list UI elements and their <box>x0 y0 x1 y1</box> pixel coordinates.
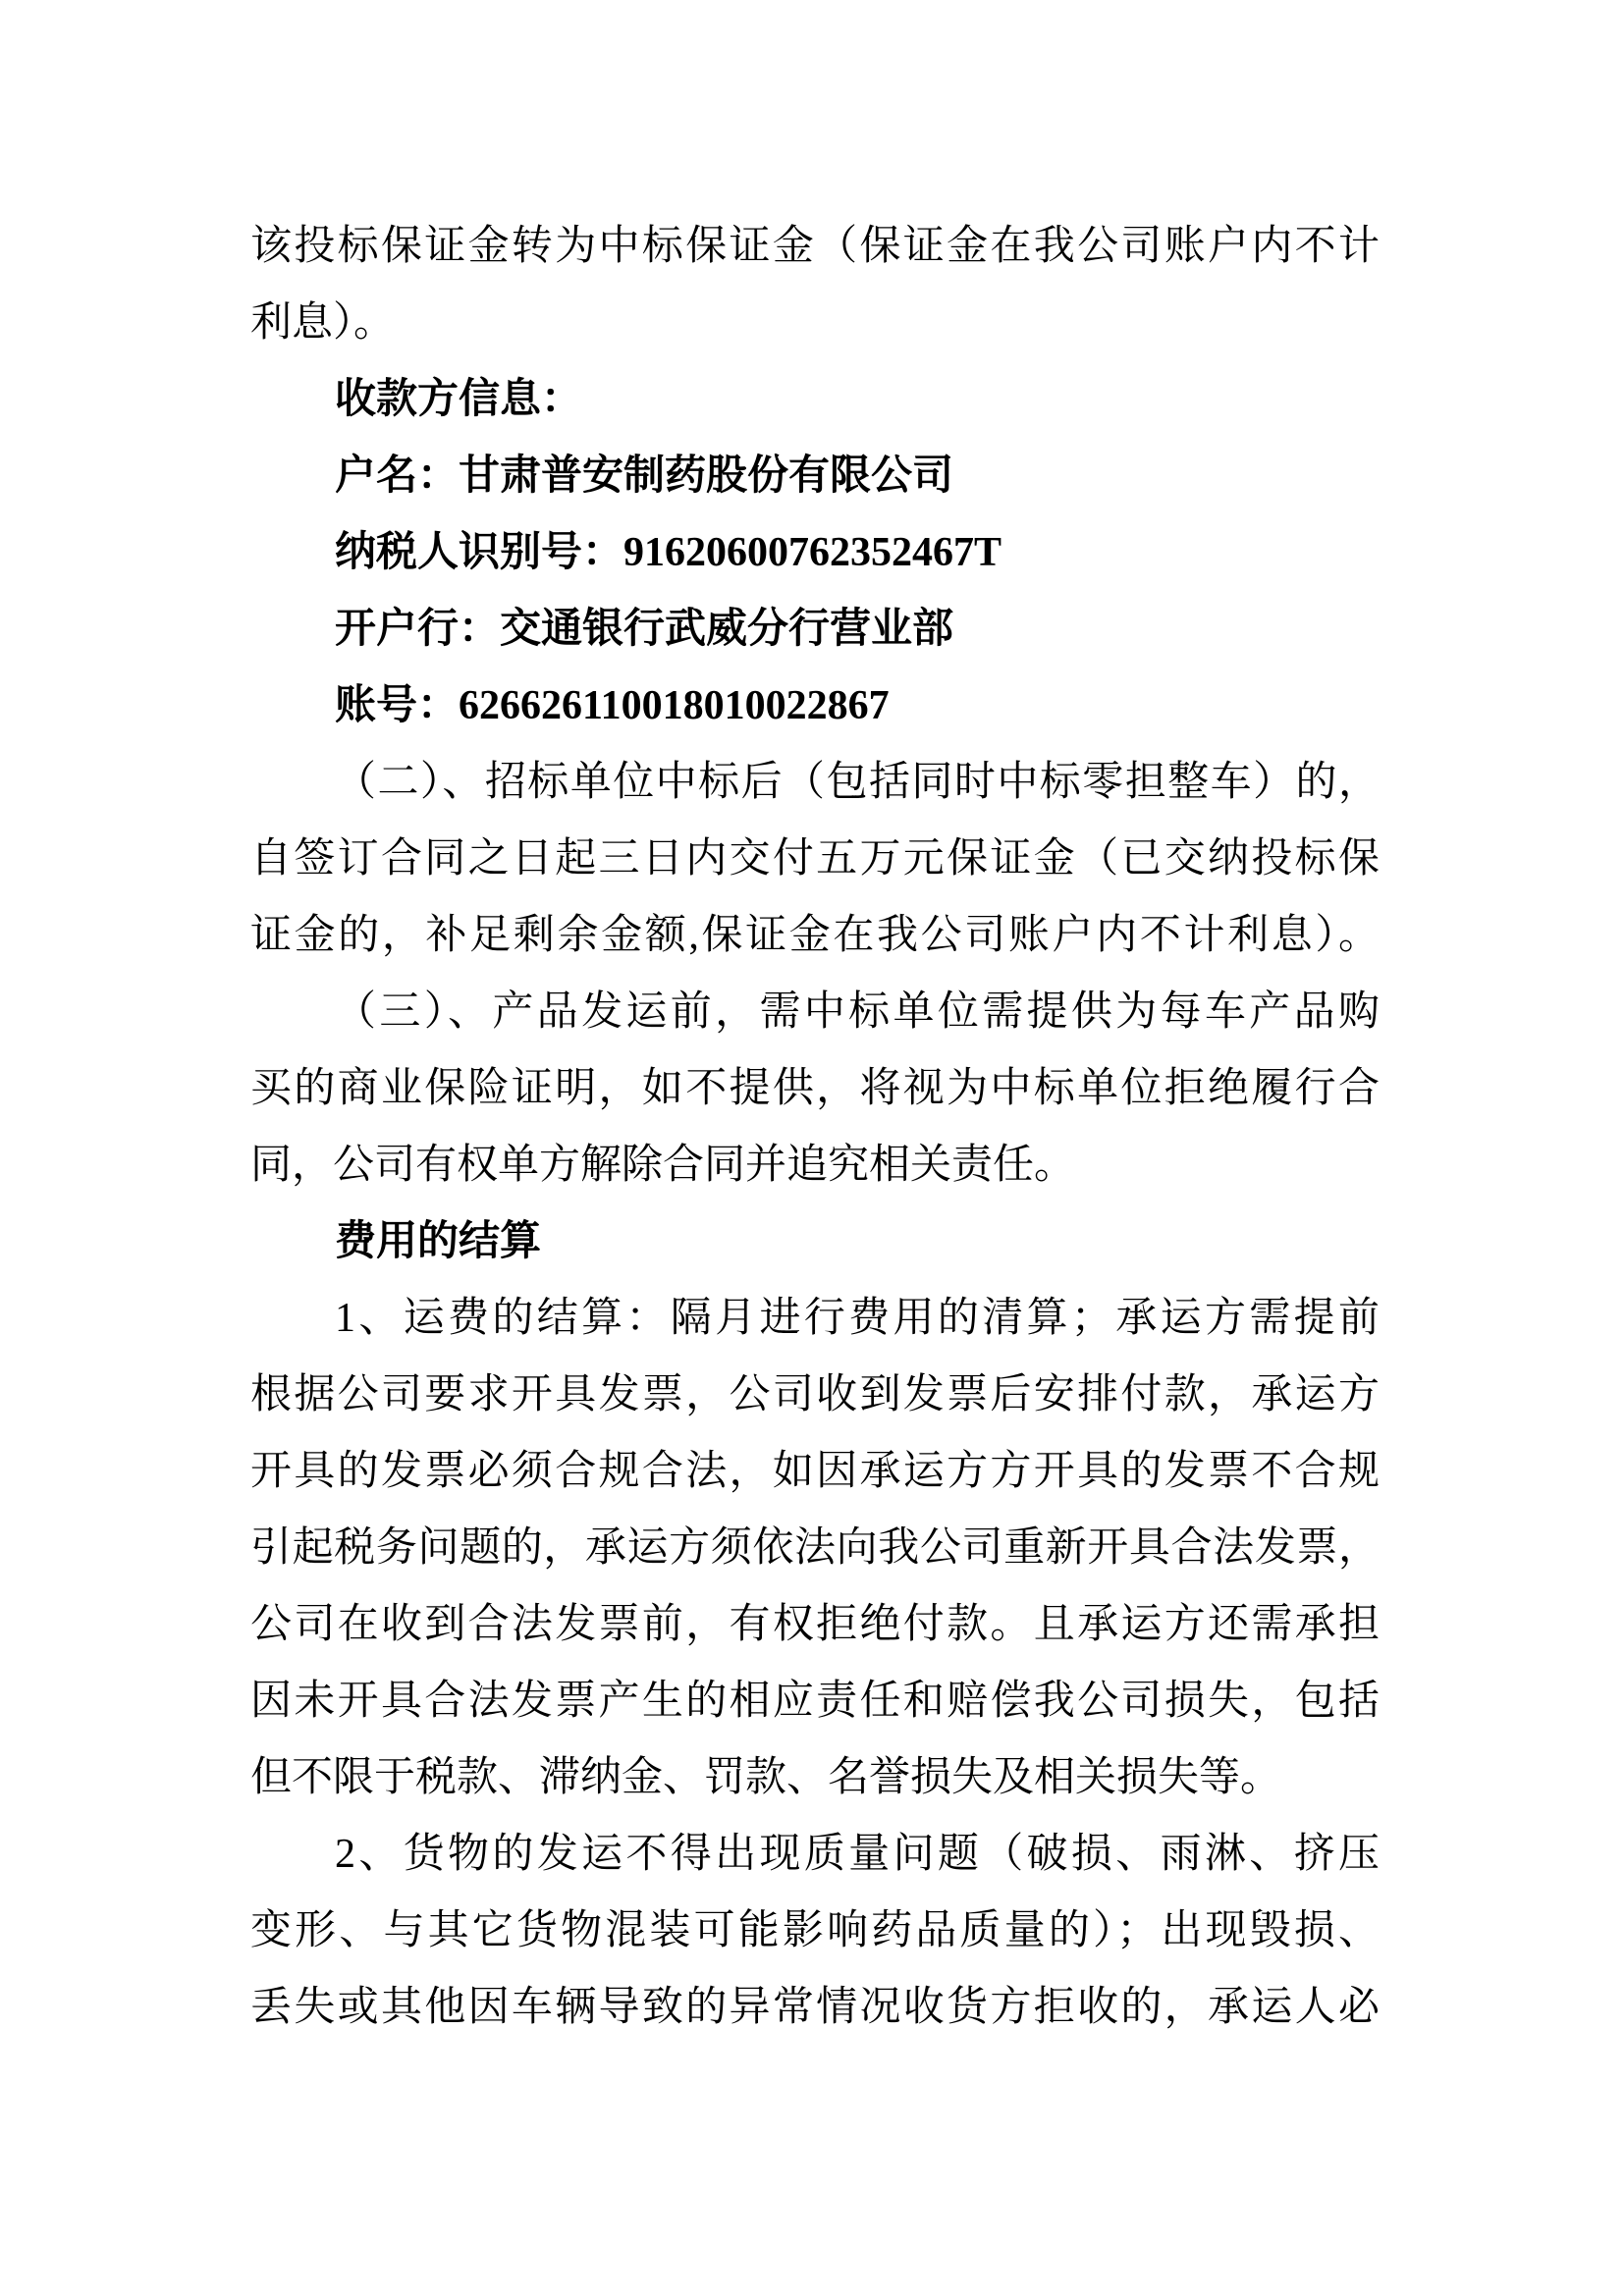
payee-account-number <box>250 667 1380 744</box>
text-line: 因未开具合法发票产生的相应责任和赔偿我公司损失，包括 <box>250 1679 1380 1724</box>
text-line: 账号：626626110018010022867 <box>335 683 890 728</box>
text-line: 变形、与其它货物混装可能影响药品质量的）；出现毁损、 <box>250 1908 1380 1953</box>
text-line: （三）、产品发运前，需中标单位需提供为每车产品购 <box>335 989 1380 1035</box>
text-line: 纳税人识别号：91620600762352467T <box>335 530 1002 575</box>
paragraph-clause-three <box>250 974 1380 1203</box>
text-line: 丢失或其他因车辆导致的异常情况收货方拒收的，承运人必 <box>250 1985 1380 2030</box>
text-line: 买的商业保险证明，如不提供，将视为中标单位拒绝履行合 <box>250 1066 1380 1111</box>
text-line: 1、运费的结算：隔月进行费用的清算；承运方需提前 <box>335 1296 1380 1341</box>
text-line: 引起税务问题的，承运方须依法向我公司重新开具合法发票， <box>250 1525 1380 1571</box>
text-line: 同，公司有权单方解除合同并追究相关责任。 <box>250 1143 1076 1188</box>
text-line: 该投标保证金转为中标保证金（保证金在我公司账户内不计 <box>250 224 1380 269</box>
text-line: 开户行：交通银行武威分行营业部 <box>335 607 954 652</box>
paragraph-clause-two <box>250 744 1380 974</box>
document-content <box>250 208 1380 2046</box>
text-line: 2、货物的发运不得出现质量问题（破损、雨淋、挤压 <box>335 1832 1380 1877</box>
paragraph-fee-settlement-item-2 <box>250 1816 1380 2046</box>
text-line: 开具的发票必须合规合法，如因承运方方开具的发票不合规 <box>250 1449 1380 1494</box>
paragraph-fee-settlement-item-1 <box>250 1280 1380 1816</box>
text-line: 自签订合同之日起三日内交付五万元保证金（已交纳投标保 <box>250 836 1380 881</box>
text-line: 户名：甘肃普安制药股份有限公司 <box>335 454 954 499</box>
text-line: 证金的，补足剩余金额,保证金在我公司账户内不计利息）。 <box>250 913 1380 958</box>
text-line: 根据公司要求开具发票，公司收到发票后安排付款，承运方 <box>250 1372 1380 1417</box>
payee-info-heading <box>250 361 1380 438</box>
payee-bank <box>250 591 1380 667</box>
fee-settlement-heading <box>250 1203 1380 1280</box>
payee-account-name <box>250 438 1380 514</box>
text-line: 收款方信息： <box>335 377 583 422</box>
text-line: 费用的结算 <box>335 1219 542 1264</box>
text-line: 公司在收到合法发票前，有权拒绝付款。且承运方还需承担 <box>250 1602 1380 1647</box>
paragraph-bid-deposit-continuation <box>250 208 1380 361</box>
text-line: （二）、招标单位中标后（包括同时中标零担整车）的， <box>335 760 1380 805</box>
payee-taxpayer-id <box>250 514 1380 591</box>
text-line: 但不限于税款、滞纳金、罚款、名誉损失及相关损失等。 <box>250 1755 1282 1800</box>
text-line: 利息）。 <box>250 300 396 346</box>
